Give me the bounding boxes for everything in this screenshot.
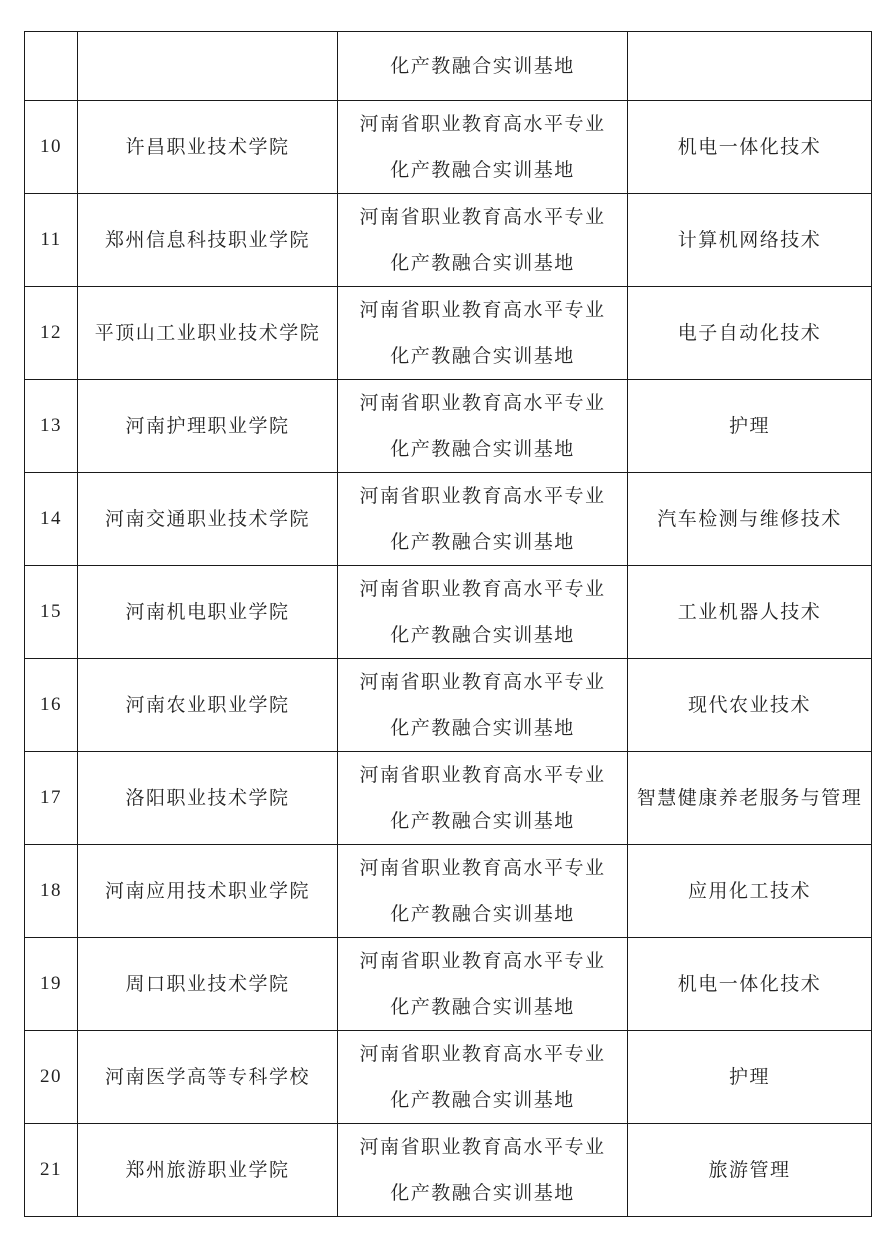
base-type-line1: 河南省职业教育高水平专业 — [359, 206, 606, 228]
base-type-line1: 河南省职业教育高水平专业 — [359, 857, 606, 879]
base-type-line2: 化产教融合实训基地 — [390, 55, 575, 77]
base-type-line2: 化产教融合实训基地 — [390, 810, 575, 832]
row-number-cell: 15 — [25, 566, 78, 659]
base-type-cell — [338, 845, 628, 938]
row-number-cell: 21 — [25, 1124, 78, 1217]
school-cell: 洛阳职业技术学院 — [78, 752, 338, 845]
table-row — [25, 938, 872, 1031]
base-type-line1: 河南省职业教育高水平专业 — [359, 671, 606, 693]
table-row — [25, 101, 872, 194]
row-number-cell: 13 — [25, 380, 78, 473]
table-row — [25, 659, 872, 752]
base-type-cell — [338, 566, 628, 659]
base-type-cell — [338, 659, 628, 752]
school-cell: 郑州旅游职业学院 — [78, 1124, 338, 1217]
major-cell: 机电一体化技术 — [628, 938, 872, 1031]
major-cell: 智慧健康养老服务与管理 — [628, 752, 872, 845]
row-number-cell: 12 — [25, 287, 78, 380]
school-cell: 周口职业技术学院 — [78, 938, 338, 1031]
base-type-cell — [338, 380, 628, 473]
major-cell: 汽车检测与维修技术 — [628, 473, 872, 566]
major-cell: 机电一体化技术 — [628, 101, 872, 194]
school-cell: 郑州信息科技职业学院 — [78, 194, 338, 287]
major-cell: 旅游管理 — [628, 1124, 872, 1217]
row-number-cell: 17 — [25, 752, 78, 845]
school-cell: 河南农业职业学院 — [78, 659, 338, 752]
base-type-line2: 化产教融合实训基地 — [390, 624, 575, 646]
base-type-line1: 河南省职业教育高水平专业 — [359, 764, 606, 786]
base-type-cell — [338, 101, 628, 194]
major-cell: 电子自动化技术 — [628, 287, 872, 380]
row-number-cell: 19 — [25, 938, 78, 1031]
row-number-cell: 11 — [25, 194, 78, 287]
major-cell: 应用化工技术 — [628, 845, 872, 938]
school-cell — [78, 32, 338, 101]
school-cell: 河南交通职业技术学院 — [78, 473, 338, 566]
base-type-line1: 河南省职业教育高水平专业 — [359, 392, 606, 414]
base-type-line2: 化产教融合实训基地 — [390, 531, 575, 553]
table-row — [25, 473, 872, 566]
table-row — [25, 194, 872, 287]
row-number-cell: 20 — [25, 1031, 78, 1124]
base-type-line2: 化产教融合实训基地 — [390, 717, 575, 739]
table-row — [25, 845, 872, 938]
base-type-cell — [338, 287, 628, 380]
base-type-line2: 化产教融合实训基地 — [390, 996, 575, 1018]
base-type-line2: 化产教融合实训基地 — [390, 1089, 575, 1111]
major-cell: 护理 — [628, 380, 872, 473]
school-cell: 河南应用技术职业学院 — [78, 845, 338, 938]
table-row — [25, 566, 872, 659]
base-type-cell — [338, 1031, 628, 1124]
table-row — [25, 287, 872, 380]
base-type-cell — [338, 752, 628, 845]
table-row — [25, 752, 872, 845]
row-number-cell: 10 — [25, 101, 78, 194]
base-type-cell — [338, 194, 628, 287]
major-cell: 工业机器人技术 — [628, 566, 872, 659]
school-cell: 河南护理职业学院 — [78, 380, 338, 473]
base-type-line2: 化产教融合实训基地 — [390, 903, 575, 925]
table-row — [25, 380, 872, 473]
base-type-line2: 化产教融合实训基地 — [390, 438, 575, 460]
school-cell: 河南医学高等专科学校 — [78, 1031, 338, 1124]
base-type-line1: 河南省职业教育高水平专业 — [359, 113, 606, 135]
base-type-line2: 化产教融合实训基地 — [390, 1182, 575, 1204]
row-number-cell: 18 — [25, 845, 78, 938]
base-type-line1: 河南省职业教育高水平专业 — [359, 1043, 606, 1065]
major-cell — [628, 32, 872, 101]
base-type-cell — [338, 473, 628, 566]
row-number-cell: 16 — [25, 659, 78, 752]
base-type-line2: 化产教融合实训基地 — [390, 345, 575, 367]
major-cell: 护理 — [628, 1031, 872, 1124]
row-number-cell: 14 — [25, 473, 78, 566]
major-cell: 现代农业技术 — [628, 659, 872, 752]
base-type-cell — [338, 32, 628, 101]
row-number-cell — [25, 32, 78, 101]
base-type-line1: 河南省职业教育高水平专业 — [359, 299, 606, 321]
table-row — [25, 1031, 872, 1124]
base-list-table — [24, 31, 872, 1217]
school-cell: 河南机电职业学院 — [78, 566, 338, 659]
school-cell: 许昌职业技术学院 — [78, 101, 338, 194]
base-type-line2: 化产教融合实训基地 — [390, 159, 575, 181]
base-type-line1: 河南省职业教育高水平专业 — [359, 578, 606, 600]
base-type-cell — [338, 938, 628, 1031]
table-row — [25, 1124, 872, 1217]
base-type-line1: 河南省职业教育高水平专业 — [359, 950, 606, 972]
school-cell: 平顶山工业职业技术学院 — [78, 287, 338, 380]
base-type-line1: 河南省职业教育高水平专业 — [359, 1136, 606, 1158]
base-type-line1: 河南省职业教育高水平专业 — [359, 485, 606, 507]
major-cell: 计算机网络技术 — [628, 194, 872, 287]
table-row-continued — [25, 32, 872, 101]
base-type-cell — [338, 1124, 628, 1217]
base-type-line2: 化产教融合实训基地 — [390, 252, 575, 274]
